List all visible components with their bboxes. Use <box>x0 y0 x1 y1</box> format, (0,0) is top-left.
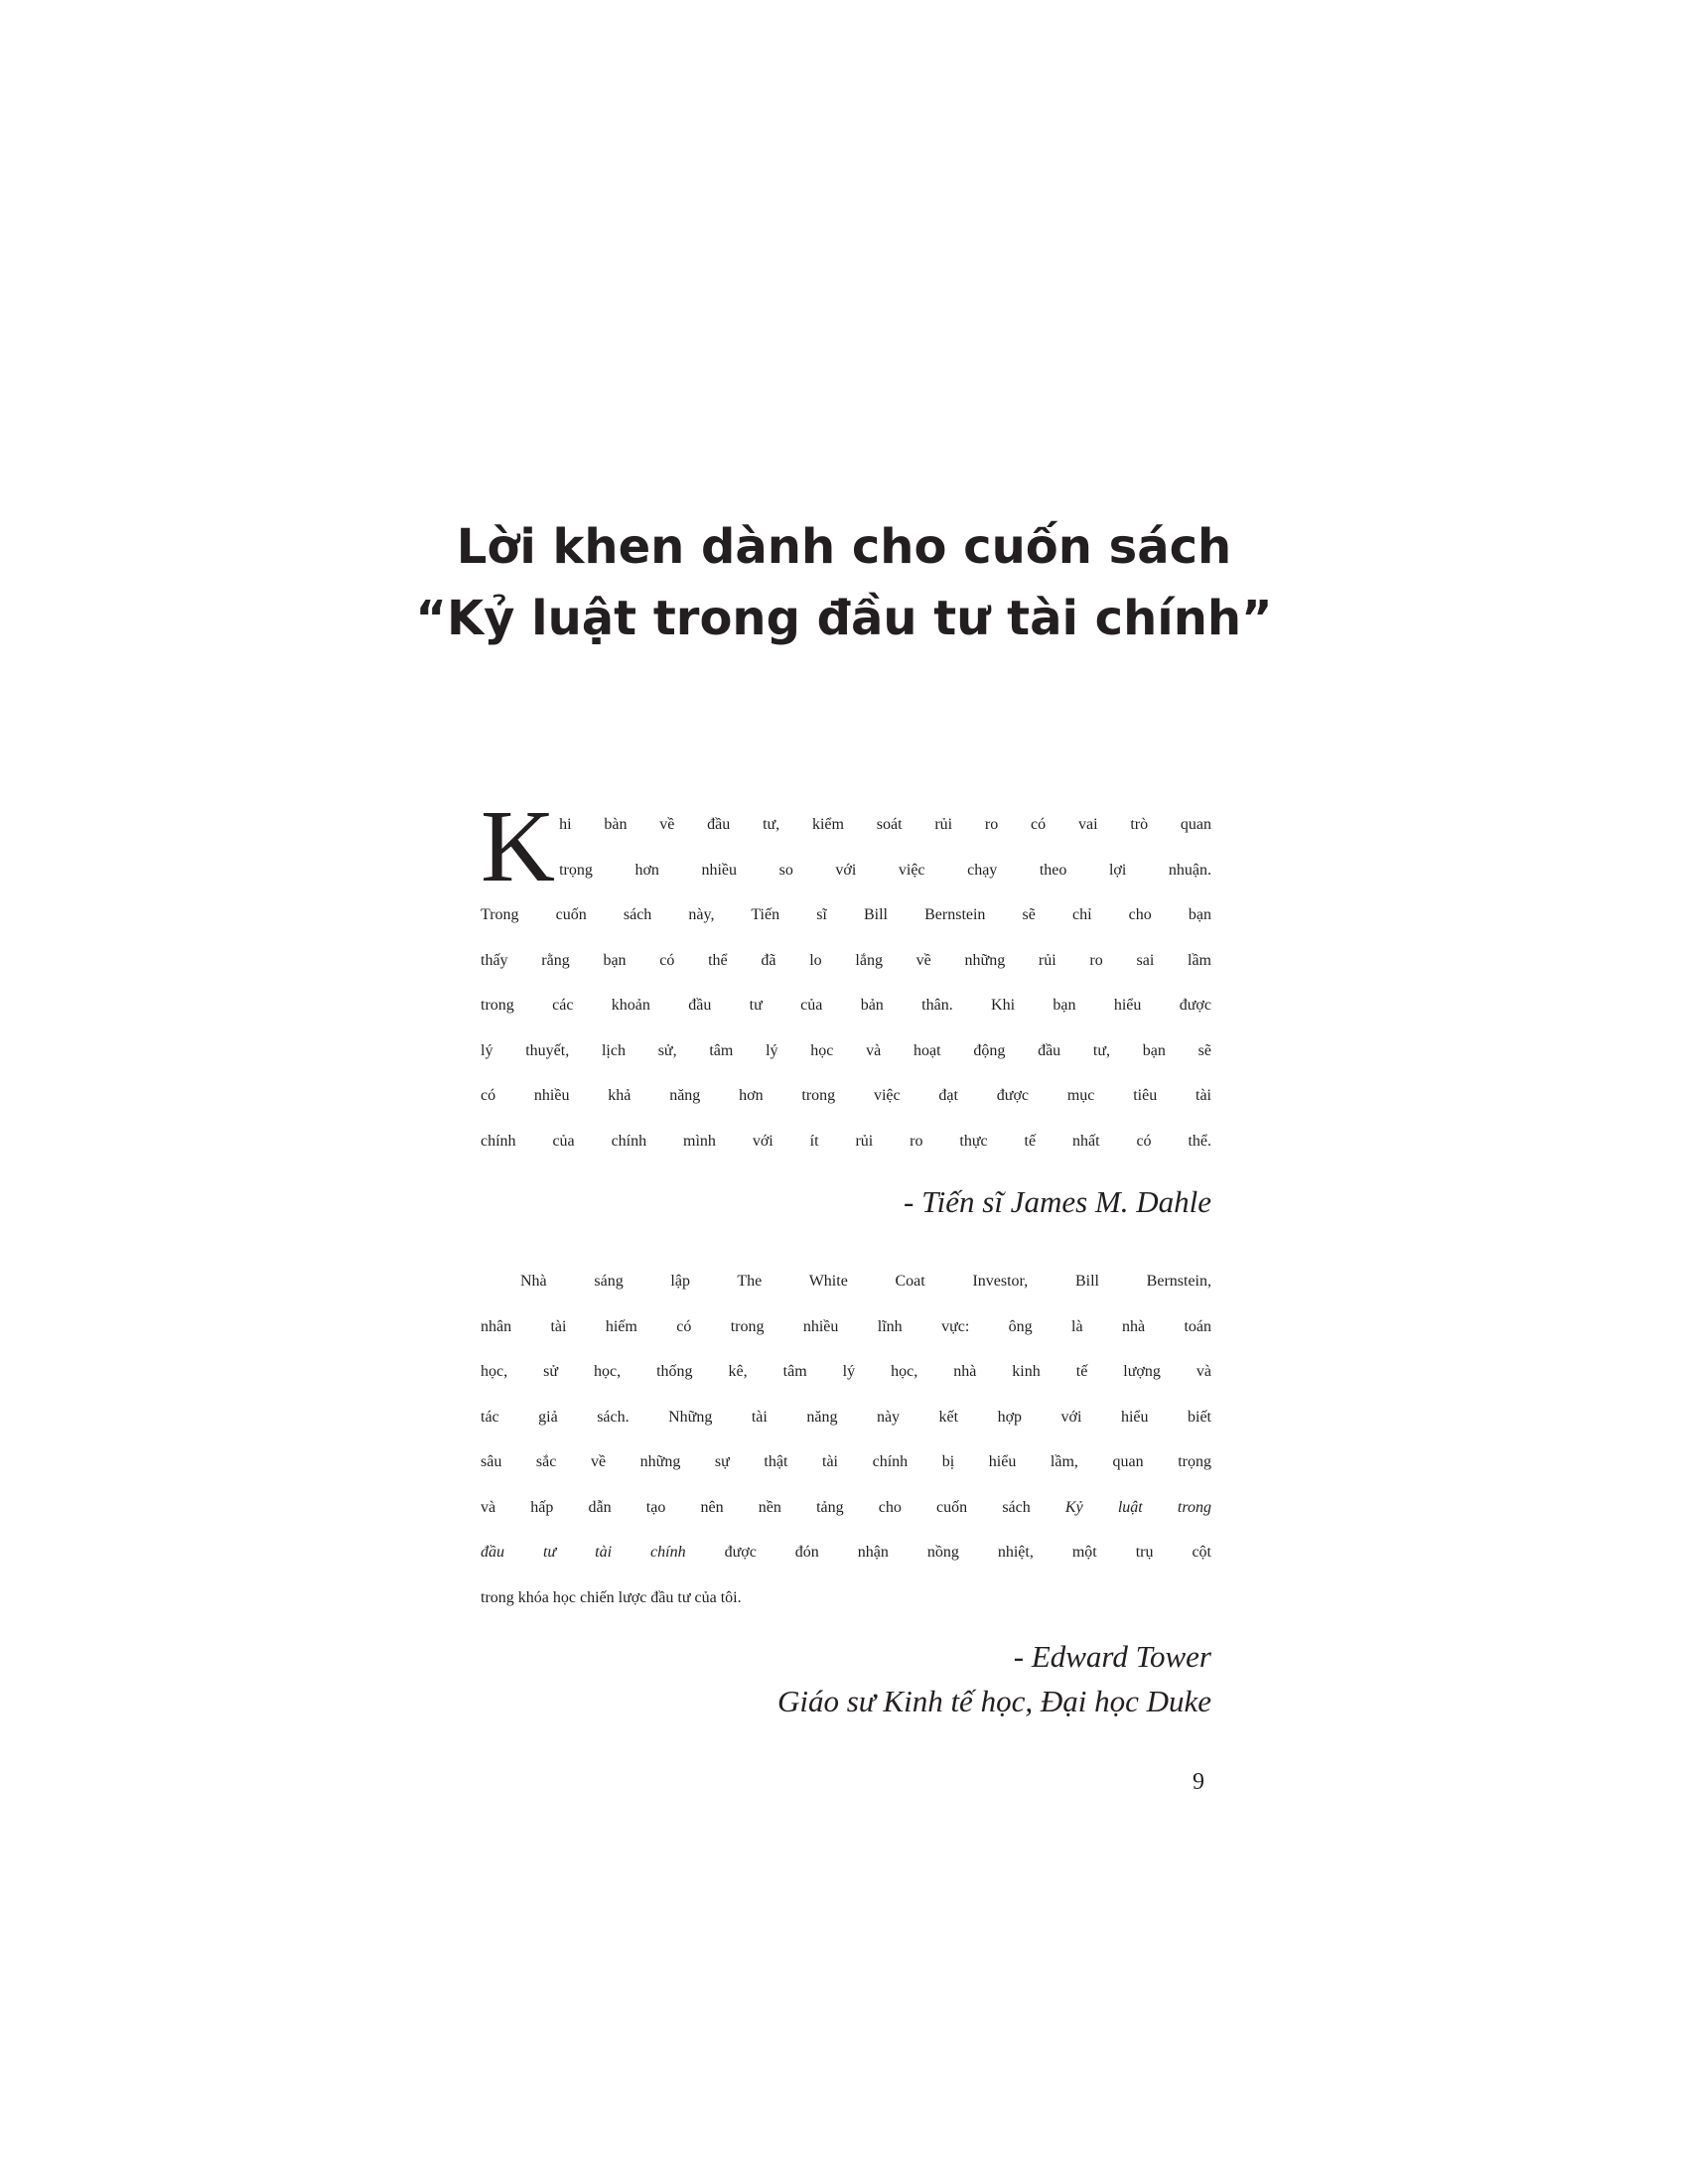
paragraph-line: sâu sắc về những sự thật tài chính bị hiểu lầm, quan trọng <box>481 1453 1211 1470</box>
paragraph-line: chính của chính mình với ít rủi ro thực tế nhất có thể. <box>481 1132 1211 1150</box>
paragraph-line: trong các khoản đầu tư của bản thân. Khi bạn hiểu được <box>481 997 1211 1014</box>
paragraph-line: tác giả sách. Những tài năng này kết hợp với hiểu biết <box>481 1408 1211 1426</box>
paragraph-line: trong khóa học chiến lược đầu tư của tôi. <box>481 1588 742 1606</box>
drop-cap: K <box>481 789 556 903</box>
paragraph-line: lý thuyết, lịch sử, tâm lý học và hoạt động đầu tư, bạn sẽ <box>481 1041 1211 1059</box>
paragraph-line: có nhiều khả năng hơn trong việc đạt được mục tiêu tài <box>481 1087 1211 1104</box>
paragraph-line: trọng hơn nhiều so với việc chạy theo lợi nhuận. <box>559 861 1211 879</box>
paragraph-line: Nhà sáng lập The White Coat Investor, Bill Bernstein, <box>520 1273 1211 1290</box>
attribution-2-name: - Edward Tower <box>1013 1639 1211 1674</box>
title-line-1: Lời khen dành cho cuốn sách <box>456 519 1232 575</box>
paragraph-line: học, sử học, thống kê, tâm lý học, nhà kinh tế lượng và <box>481 1363 1211 1380</box>
paragraph-line: hi bàn về đầu tư, kiểm soát rủi ro có vai trò quan <box>559 816 1211 833</box>
paragraph-line: thấy rằng bạn có thể đã lo lắng về những rủi ro sai lầm <box>481 951 1211 969</box>
paragraph-line <box>481 1530 1211 1575</box>
paragraph-line: Trong cuốn sách này, Tiến sĩ Bill Bernstein sẽ chỉ cho bạn <box>481 906 1211 923</box>
page-number: 9 <box>1193 1769 1204 1795</box>
attribution-2-role: Giáo sư Kinh tế học, Đại học Duke <box>776 1684 1211 1718</box>
book-title-italic: đầu tư tài chính <box>481 1544 686 1561</box>
line-text: được đón nhận nồng nhiệt, một trụ cột <box>685 1544 1212 1561</box>
title-line-2: “Kỷ luật trong đầu tư tài chính” <box>415 591 1273 646</box>
book-title-italic: Kỷ luật trong <box>1064 1498 1211 1516</box>
line-text: và hấp dẫn tạo nên nền tảng cho cuốn sách <box>481 1498 1065 1516</box>
attribution-1: - Tiến sĩ James M. Dahle <box>904 1184 1211 1219</box>
paragraph-line: nhân tài hiếm có trong nhiều lĩnh vực: ông là nhà toán <box>481 1317 1211 1335</box>
praise-paragraph-2 <box>481 1259 1211 1620</box>
praise-paragraph-1 <box>481 789 1211 1163</box>
paragraph-line <box>481 1485 1211 1531</box>
page-title <box>0 511 1688 654</box>
